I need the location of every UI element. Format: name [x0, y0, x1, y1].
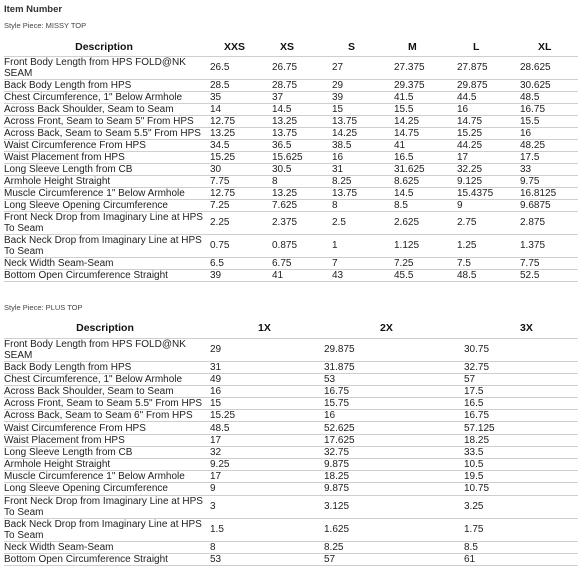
missy-size-value: 16 — [451, 103, 514, 115]
plus-description-header: Description — [4, 320, 206, 338]
plus-size-header: 2X — [320, 320, 460, 338]
plus-size-value: 15 — [206, 398, 320, 410]
missy-size-value: 7.625 — [266, 199, 326, 211]
missy-size-value: 7.25 — [204, 199, 266, 211]
missy-size-value: 41 — [388, 139, 451, 151]
plus-table-row — [4, 495, 578, 518]
plus-table-row — [4, 338, 578, 361]
missy-size-value: 14.75 — [451, 115, 514, 127]
missy-size-value: 13.75 — [326, 187, 388, 199]
plus-size-value: 16 — [206, 385, 320, 397]
plus-row-description: Front Body Length from HPS FOLD@NK SEAM — [4, 338, 206, 361]
missy-size-value: 17.5 — [514, 151, 578, 163]
missy-size-value: 41 — [266, 269, 326, 281]
missy-size-value: 8.25 — [326, 175, 388, 187]
plus-size-value: 10.75 — [460, 483, 578, 495]
missy-size-header: L — [451, 39, 514, 56]
plus-table-row — [4, 471, 578, 483]
plus-size-value: 33.5 — [460, 446, 578, 458]
plus-spec-table — [4, 320, 578, 566]
missy-table-row — [4, 257, 578, 269]
missy-row-description: Muscle Circumference 1" Below Armhole — [4, 187, 204, 199]
missy-size-value: 33 — [514, 163, 578, 175]
plus-size-value: 16.75 — [320, 385, 460, 397]
missy-size-value: 7.75 — [514, 257, 578, 269]
missy-size-value: 30 — [204, 163, 266, 175]
plus-size-value: 15.75 — [320, 398, 460, 410]
plus-size-value: 8.25 — [320, 541, 460, 553]
missy-row-description: Waist Placement from HPS — [4, 151, 204, 163]
missy-spec-table — [4, 39, 578, 282]
plus-size-value: 3 — [206, 495, 320, 518]
missy-size-value: 28.625 — [514, 56, 578, 79]
missy-table-row — [4, 91, 578, 103]
plus-size-value: 16 — [320, 410, 460, 422]
missy-size-value: 14.25 — [326, 127, 388, 139]
plus-size-value: 8.5 — [460, 541, 578, 553]
plus-table-row — [4, 541, 578, 553]
missy-size-value: 9.125 — [451, 175, 514, 187]
missy-size-value: 0.75 — [204, 234, 266, 257]
plus-style-label: Style Piece: PLUS TOP — [4, 303, 83, 312]
missy-size-value: 1.375 — [514, 234, 578, 257]
plus-size-value: 16.75 — [460, 410, 578, 422]
missy-row-description: Back Body Length from HPS — [4, 79, 204, 91]
missy-table-row — [4, 151, 578, 163]
missy-size-value: 28.75 — [266, 79, 326, 91]
plus-size-value: 57 — [460, 373, 578, 385]
plus-size-value: 48.5 — [206, 422, 320, 434]
plus-size-value: 9 — [206, 483, 320, 495]
missy-size-value: 13.75 — [266, 127, 326, 139]
missy-size-value: 29.875 — [451, 79, 514, 91]
plus-size-value: 32.75 — [460, 361, 578, 373]
missy-row-description: Waist Circumference From HPS — [4, 139, 204, 151]
missy-table-row — [4, 163, 578, 175]
missy-size-value: 14.5 — [388, 187, 451, 199]
missy-description-header: Description — [4, 39, 204, 56]
missy-table-body — [4, 56, 578, 281]
missy-size-value: 1 — [326, 234, 388, 257]
plus-size-value: 29 — [206, 338, 320, 361]
plus-row-description: Waist Placement from HPS — [4, 434, 206, 446]
missy-size-value: 16.5 — [388, 151, 451, 163]
missy-table-row — [4, 115, 578, 127]
missy-size-value: 7.5 — [451, 257, 514, 269]
missy-size-value: 15.5 — [388, 103, 451, 115]
missy-size-value: 14.5 — [266, 103, 326, 115]
missy-size-header: XS — [266, 39, 326, 56]
plus-table-row — [4, 361, 578, 373]
missy-size-value: 44.25 — [451, 139, 514, 151]
missy-size-value: 9.6875 — [514, 199, 578, 211]
plus-row-description: Across Back Shoulder, Seam to Seam — [4, 385, 206, 397]
missy-size-value: 1.25 — [451, 234, 514, 257]
missy-size-value: 48.5 — [451, 269, 514, 281]
missy-size-value: 16.75 — [514, 103, 578, 115]
plus-size-value: 8 — [206, 541, 320, 553]
missy-size-value: 37 — [266, 91, 326, 103]
plus-size-value: 53 — [206, 553, 320, 565]
missy-row-description: Armhole Height Straight — [4, 175, 204, 187]
plus-size-value: 17.625 — [320, 434, 460, 446]
plus-size-header: 3X — [460, 320, 578, 338]
missy-size-value: 6.5 — [204, 257, 266, 269]
missy-size-value: 12.75 — [204, 115, 266, 127]
missy-size-value: 8.625 — [388, 175, 451, 187]
plus-table-row — [4, 410, 578, 422]
missy-size-value: 34.5 — [204, 139, 266, 151]
missy-size-value: 15.625 — [266, 151, 326, 163]
plus-size-value: 31 — [206, 361, 320, 373]
missy-size-value: 16.8125 — [514, 187, 578, 199]
plus-size-value: 17 — [206, 471, 320, 483]
plus-size-value: 49 — [206, 373, 320, 385]
plus-size-value: 61 — [460, 553, 578, 565]
missy-size-value: 31 — [326, 163, 388, 175]
missy-size-value: 15.5 — [514, 115, 578, 127]
missy-size-value: 30.625 — [514, 79, 578, 91]
missy-size-value: 0.875 — [266, 234, 326, 257]
missy-size-value: 8 — [326, 199, 388, 211]
plus-table-row — [4, 483, 578, 495]
missy-size-value: 48.25 — [514, 139, 578, 151]
plus-size-value: 3.25 — [460, 495, 578, 518]
plus-size-value: 3.125 — [320, 495, 460, 518]
plus-table-row — [4, 518, 578, 541]
plus-table-row — [4, 553, 578, 565]
plus-size-value: 18.25 — [320, 471, 460, 483]
plus-size-value: 9.875 — [320, 483, 460, 495]
missy-size-value: 9 — [451, 199, 514, 211]
missy-row-description: Long Sleeve Length from CB — [4, 163, 204, 175]
missy-size-value: 44.5 — [451, 91, 514, 103]
missy-size-value: 8 — [266, 175, 326, 187]
plus-table-row — [4, 373, 578, 385]
plus-row-description: Back Body Length from HPS — [4, 361, 206, 373]
missy-size-value: 14.75 — [388, 127, 451, 139]
plus-size-value: 16.5 — [460, 398, 578, 410]
plus-size-value: 10.5 — [460, 459, 578, 471]
plus-row-description: Long Sleeve Length from CB — [4, 446, 206, 458]
missy-size-value: 9.75 — [514, 175, 578, 187]
plus-size-value: 29.875 — [320, 338, 460, 361]
plus-row-description: Chest Circumference, 1" Below Armhole — [4, 373, 206, 385]
plus-size-value: 1.625 — [320, 518, 460, 541]
missy-size-value: 2.875 — [514, 211, 578, 234]
missy-size-value: 2.625 — [388, 211, 451, 234]
plus-size-value: 31.875 — [320, 361, 460, 373]
missy-table-row — [4, 187, 578, 199]
plus-row-description: Armhole Height Straight — [4, 459, 206, 471]
missy-row-description: Long Sleeve Opening Circumference — [4, 199, 204, 211]
plus-size-value: 17.5 — [460, 385, 578, 397]
missy-row-description: Bottom Open Circumference Straight — [4, 269, 204, 281]
plus-size-value: 18.25 — [460, 434, 578, 446]
plus-size-value: 53 — [320, 373, 460, 385]
missy-size-value: 8.5 — [388, 199, 451, 211]
plus-size-value: 9.875 — [320, 459, 460, 471]
missy-size-value: 45.5 — [388, 269, 451, 281]
missy-table-row — [4, 234, 578, 257]
plus-row-description: Bottom Open Circumference Straight — [4, 553, 206, 565]
item-number-title: Item Number — [4, 4, 63, 15]
missy-size-value: 6.75 — [266, 257, 326, 269]
missy-size-value: 7.25 — [388, 257, 451, 269]
plus-table-row — [4, 446, 578, 458]
missy-size-value: 31.625 — [388, 163, 451, 175]
plus-table-row — [4, 398, 578, 410]
missy-size-header: S — [326, 39, 388, 56]
missy-size-value: 13.75 — [326, 115, 388, 127]
missy-size-value: 15 — [326, 103, 388, 115]
plus-row-description: Neck Width Seam-Seam — [4, 541, 206, 553]
plus-size-value: 1.75 — [460, 518, 578, 541]
missy-size-value: 43 — [326, 269, 388, 281]
missy-size-value: 2.375 — [266, 211, 326, 234]
missy-size-header: XL — [514, 39, 578, 56]
missy-size-value: 12.75 — [204, 187, 266, 199]
plus-table-row — [4, 434, 578, 446]
missy-size-value: 16 — [514, 127, 578, 139]
missy-style-label: Style Piece: MISSY TOP — [4, 21, 87, 30]
missy-size-value: 29 — [326, 79, 388, 91]
missy-size-value: 38.5 — [326, 139, 388, 151]
missy-size-value: 7 — [326, 257, 388, 269]
missy-table-row — [4, 79, 578, 91]
plus-table-row — [4, 385, 578, 397]
plus-row-description: Muscle Circumference 1" Below Armhole — [4, 471, 206, 483]
plus-size-value: 19.5 — [460, 471, 578, 483]
plus-table-body — [4, 338, 578, 565]
missy-size-value: 36.5 — [266, 139, 326, 151]
plus-row-description: Across Front, Seam to Seam 5.5" From HPS — [4, 398, 206, 410]
plus-size-value: 57.125 — [460, 422, 578, 434]
plus-size-value: 1.5 — [206, 518, 320, 541]
missy-row-description: Front Body Length from HPS FOLD@NK SEAM — [4, 56, 204, 79]
missy-size-value: 14.25 — [388, 115, 451, 127]
missy-size-value: 13.25 — [266, 115, 326, 127]
missy-size-value: 1.125 — [388, 234, 451, 257]
plus-table-row — [4, 422, 578, 434]
plus-size-header: 1X — [206, 320, 320, 338]
missy-size-value: 26.75 — [266, 56, 326, 79]
missy-size-value: 16 — [326, 151, 388, 163]
missy-row-description: Back Neck Drop from Imaginary Line at HPS To Seam — [4, 234, 204, 257]
plus-size-value: 15.25 — [206, 410, 320, 422]
plus-size-value: 9.25 — [206, 459, 320, 471]
missy-size-value: 39 — [326, 91, 388, 103]
missy-size-value: 28.5 — [204, 79, 266, 91]
plus-row-description: Long Sleeve Opening Circumference — [4, 483, 206, 495]
missy-size-value: 7.75 — [204, 175, 266, 187]
missy-row-description: Across Front, Seam to Seam 5" From HPS — [4, 115, 204, 127]
missy-table-row — [4, 211, 578, 234]
missy-size-value: 35 — [204, 91, 266, 103]
plus-header-row — [4, 320, 578, 338]
missy-size-header: XXS — [204, 39, 266, 56]
missy-row-description: Neck Width Seam-Seam — [4, 257, 204, 269]
missy-size-value: 29.375 — [388, 79, 451, 91]
missy-size-value: 14 — [204, 103, 266, 115]
missy-size-value: 30.5 — [266, 163, 326, 175]
missy-size-value: 15.4375 — [451, 187, 514, 199]
missy-size-value: 32.25 — [451, 163, 514, 175]
missy-table-row — [4, 127, 578, 139]
missy-header-row — [4, 39, 578, 56]
missy-size-value: 27 — [326, 56, 388, 79]
missy-size-value: 2.25 — [204, 211, 266, 234]
missy-size-value: 41.5 — [388, 91, 451, 103]
plus-size-value: 52.625 — [320, 422, 460, 434]
plus-table-row — [4, 459, 578, 471]
missy-size-value: 2.5 — [326, 211, 388, 234]
plus-size-value: 32 — [206, 446, 320, 458]
plus-row-description: Across Back, Seam to Seam 6" From HPS — [4, 410, 206, 422]
missy-size-value: 48.5 — [514, 91, 578, 103]
missy-row-description: Front Neck Drop from Imaginary Line at HPS To Seam — [4, 211, 203, 234]
missy-table-row — [4, 139, 578, 151]
plus-size-value: 32.75 — [320, 446, 460, 458]
missy-table-row — [4, 269, 578, 281]
missy-size-value: 26.5 — [204, 56, 266, 79]
missy-table-row — [4, 56, 578, 79]
missy-row-description: Across Back, Seam to Seam 5.5" From HPS — [4, 127, 204, 139]
plus-size-value: 30.75 — [460, 338, 578, 361]
missy-size-value: 13.25 — [266, 187, 326, 199]
plus-row-description: Front Neck Drop from Imaginary Line at HPS To Seam — [4, 495, 206, 518]
plus-row-description: Waist Circumference From HPS — [4, 422, 206, 434]
missy-size-value: 27.875 — [451, 56, 514, 79]
missy-size-value: 2.75 — [451, 211, 514, 234]
missy-size-header: M — [388, 39, 451, 56]
missy-size-value: 17 — [451, 151, 514, 163]
missy-size-value: 27.375 — [388, 56, 451, 79]
missy-table-row — [4, 175, 578, 187]
plus-row-description: Back Neck Drop from Imaginary Line at HPS To Seam — [4, 518, 206, 541]
plus-size-value: 57 — [320, 553, 460, 565]
missy-row-description: Chest Circumference, 1" Below Armhole — [4, 91, 204, 103]
missy-table-row — [4, 103, 578, 115]
missy-table-row — [4, 199, 578, 211]
missy-row-description: Across Back Shoulder, Seam to Seam — [4, 103, 204, 115]
missy-size-value: 15.25 — [451, 127, 514, 139]
missy-size-value: 15.25 — [204, 151, 266, 163]
missy-size-value: 39 — [204, 269, 266, 281]
missy-size-value: 13.25 — [204, 127, 266, 139]
plus-size-value: 17 — [206, 434, 320, 446]
missy-size-value: 52.5 — [514, 269, 578, 281]
